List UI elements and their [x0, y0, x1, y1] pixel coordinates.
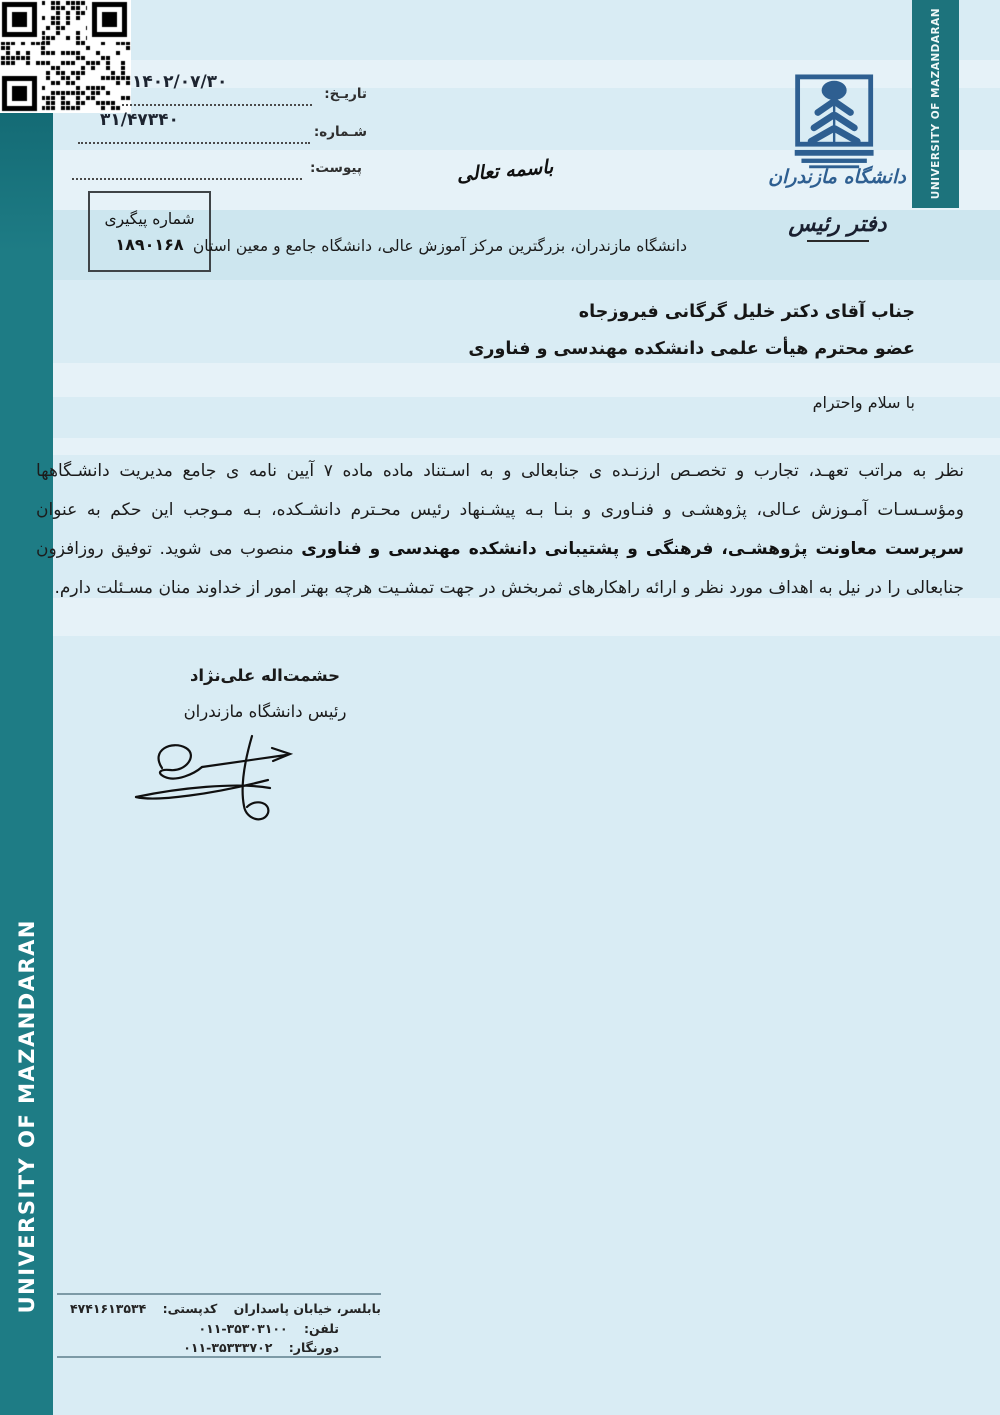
university-slogan: دانشگاه مازندران، بزرگترین مرکز آموزش عالی، دانشگاه جامع و معین استان — [192, 237, 687, 255]
qr-code-box — [0, 0, 131, 113]
footer-address: بابلسر، خیابان پاسداران — [233, 1301, 381, 1316]
body-text-end: منصوب می شوید. توفیق روزافزون جنابعالی را در نیل به اهداف مورد نظر و ارائه راهکارهای ثمربخش در جهت تمشـیت هرچه بهتر امور از خداوند منان مسـئلت دارم. — [36, 539, 964, 598]
footer-top-rule — [57, 1293, 381, 1295]
date-value: ۱۴۰۲/۰۷/۳۰ — [132, 72, 228, 92]
letter-body — [36, 452, 964, 608]
phone-label: تلفن: — [303, 1320, 339, 1336]
signer-title: رئیس دانشگاه مازندران — [183, 702, 347, 721]
right-band-university-text: UNIVERSITY OF MAZANDARAN — [929, 8, 942, 200]
handwritten-signature — [128, 728, 348, 836]
body-text-appointment-bold: سرپرست معاونت پژوهشـی، فرهنگی و پشتیبانی دانشکده مهندسی و فناوری — [301, 539, 964, 559]
bismillah-calligraphy: باسمه تعالی — [455, 155, 555, 187]
tracking-label: شماره پیگیری — [104, 209, 195, 228]
fax-value: ۳۵۳۳۳۷۰۲-۰۱۱ — [183, 1340, 273, 1355]
attachment-label: پیوست: — [309, 160, 362, 176]
tracking-number-box — [88, 191, 211, 272]
footer-bottom-rule — [57, 1356, 381, 1358]
footer-contact-block — [57, 1299, 381, 1358]
salutation: با سلام واحترام — [812, 393, 915, 412]
body-text-start: نظر به مراتب تعهـد، تجارب و تخصـص ارزنـده ی جنابعالی و به اسـتناد ماده ماده ۷ آیین نامه ی جامع مدیریت دانشـگاهها ومؤسـسـات آمـوزش عـالی، پژوهشـی و فنـاوری و بنـا بـه پیشـنهاد رئیس محـترم دانشـکده، بـه مـوجب این حکم به عنوان — [36, 461, 964, 520]
fax-label: دورنگار: — [288, 1340, 339, 1355]
qr-code — [0, 0, 131, 113]
number-value: ۳۱/۴۷۳۴۰ — [100, 110, 179, 130]
university-logo-icon — [788, 74, 888, 174]
footer-phone-line — [57, 1319, 381, 1339]
number-label: شـماره: — [313, 124, 367, 140]
university-logo — [770, 74, 905, 178]
phone-value: ۳۵۳۰۳۱۰۰-۰۱۱ — [198, 1320, 288, 1336]
recipient-block — [468, 294, 915, 368]
logo-wordmark: دانشگاه مازندران — [768, 166, 906, 188]
footer-fax-line — [57, 1338, 381, 1358]
office-of-president-label: دفتر رئیس — [770, 212, 905, 242]
scan-stripe — [0, 363, 1000, 397]
postal-code-label: کدپستی: — [162, 1301, 218, 1316]
postal-code-value: ۴۷۴۱۶۱۳۵۳۴ — [70, 1301, 147, 1316]
signer-name: حشمت‌اله علی‌نژاد — [189, 666, 341, 685]
tracking-number: ۱۸۹۰۱۶۸ — [115, 234, 184, 254]
recipient-name: جناب آقای دکتر خلیل گرگانی فیروزجاه — [578, 302, 915, 322]
left-university-band — [0, 113, 53, 1415]
footer-address-line — [57, 1299, 381, 1319]
attachment-dotted-line — [72, 162, 302, 180]
left-band-university-text: UNIVERSITY OF MAZANDARAN — [14, 918, 39, 1314]
signature-block — [140, 658, 390, 730]
right-university-band — [912, 0, 959, 208]
recipient-title: عضو محترم هیأت علمی دانشکده مهندسی و فناوری — [468, 339, 915, 359]
date-label: تاریـخ: — [324, 86, 367, 102]
